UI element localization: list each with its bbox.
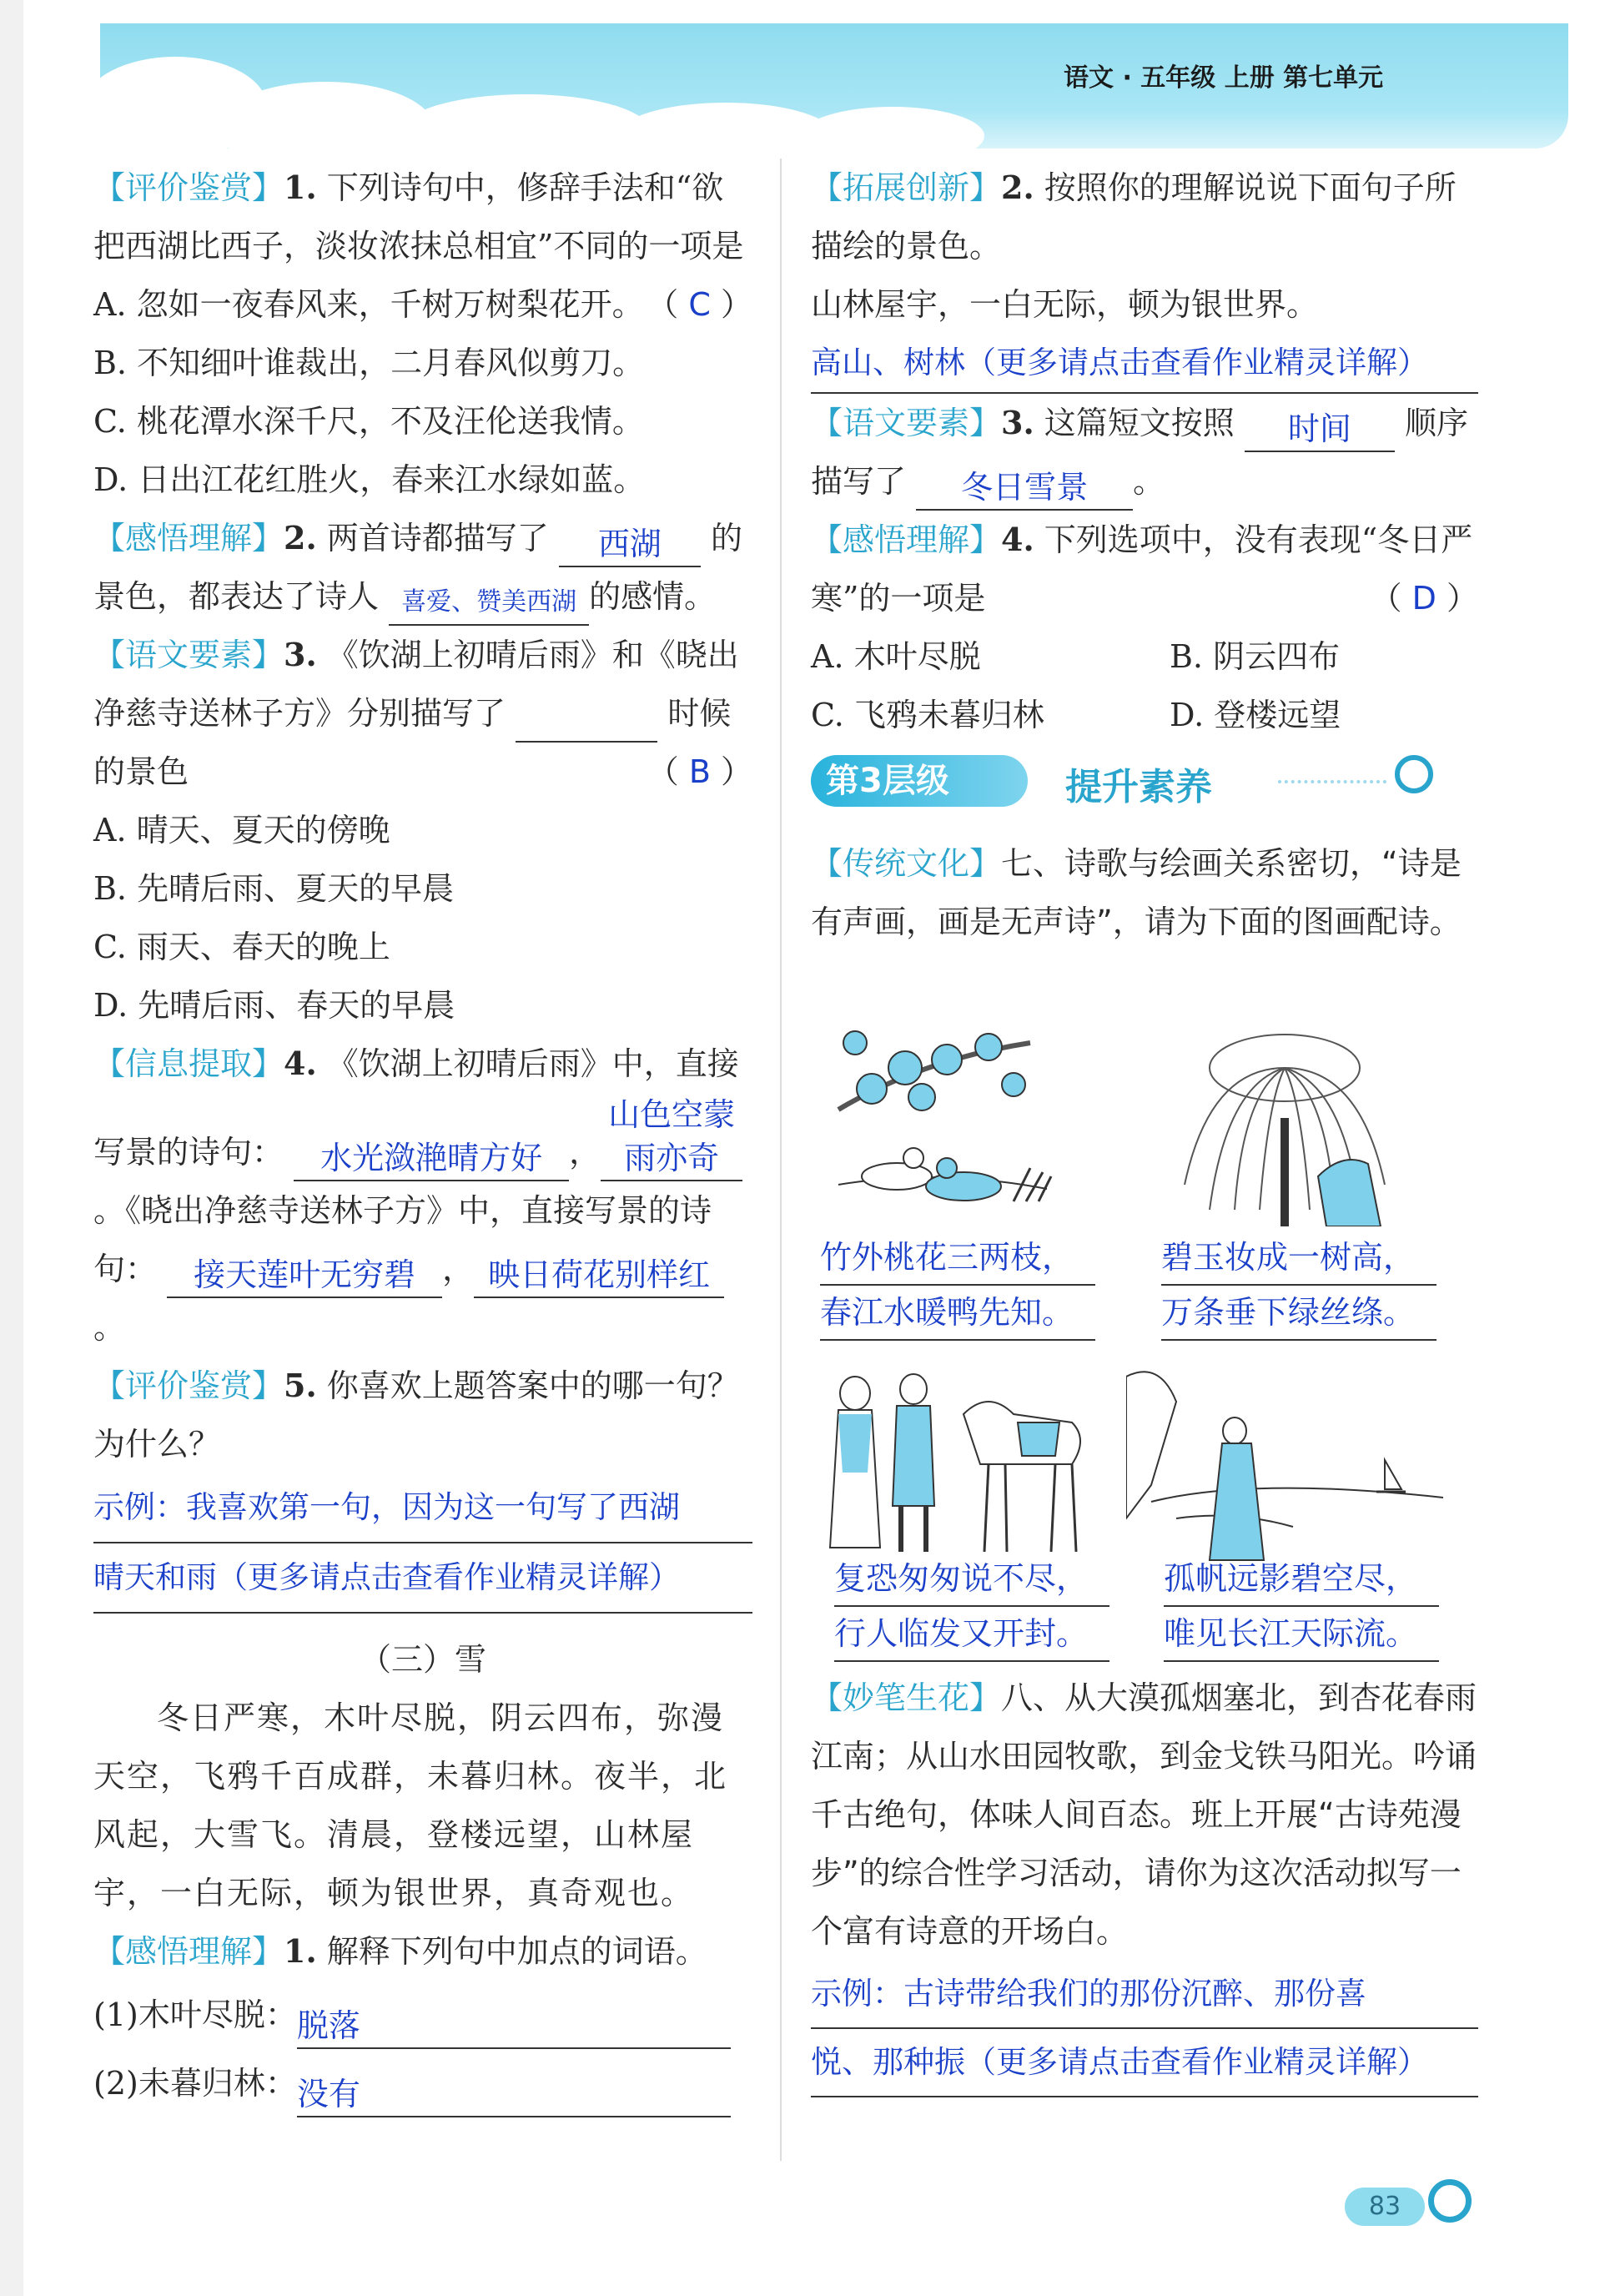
option: B. 不知细叶谁裁出，二月春风似剪刀。 <box>93 345 645 381</box>
question-tag: 【评价鉴赏】 <box>93 1367 284 1404</box>
question-text: 。 <box>93 1309 126 1346</box>
question-text: 《饮湖上初晴后雨》中，直接写景的诗句： <box>93 1045 739 1171</box>
poem-line: 行人临发又开封。 <box>834 1607 1109 1662</box>
question-7 <box>811 834 1478 951</box>
answer-letter: C <box>688 286 711 323</box>
question-tag: 【妙笔生花】 <box>811 1679 1002 1716</box>
question-number: 2. <box>1001 169 1034 206</box>
option: D. 登楼远望 <box>1170 697 1341 733</box>
answer-letter: B <box>688 753 711 790</box>
question-4: 【信息提取】4. 《饮湖上初晴后雨》中，直接写景的诗句： 水光潋滟晴方好 ，山色空蒙雨亦奇。《晓出净慈寺送林子方》中，直接写景的诗句： 接天莲叶无穷碧 ， 映日荷花别样红。 <box>93 1035 752 1357</box>
passage-question-3 <box>811 394 1478 511</box>
question-text: 七、诗歌与绘画关系密切，“诗是有声画，画是无声诗”，请为下面的图画配诗。 <box>811 845 1462 940</box>
question-text: 下列诗句中，修辞手法和“欲把西湖比西子，淡妆浓抹总相宜”不同的一项是 <box>93 169 744 264</box>
cloud-shape <box>801 107 984 165</box>
word-item <box>93 1981 752 2049</box>
answer-blank: 脱落 <box>297 2004 731 2049</box>
poem-2 <box>1161 1231 1436 1341</box>
question-number: 4. <box>1001 521 1034 558</box>
answer-blank: 山色空蒙雨亦奇 <box>601 1093 742 1181</box>
question-1 <box>93 159 752 509</box>
passage-title: （三）雪 <box>359 1641 486 1678</box>
option: B. 先晴后雨、夏天的早晨 <box>93 870 455 907</box>
question-3 <box>93 626 752 1035</box>
question-tag: 【语文要素】 <box>811 405 1002 441</box>
answer-blank: 没有 <box>297 2072 731 2117</box>
answer-choice: （ B ） <box>647 753 752 790</box>
willow-tree-picture <box>1160 1018 1426 1226</box>
question-2 <box>93 509 752 626</box>
swirl-icon <box>1395 755 1433 793</box>
question-number: 2. <box>284 519 317 556</box>
question-text: 。 <box>1133 463 1165 500</box>
answer-blank: 时间 <box>1245 407 1395 452</box>
answer-blank: 西湖 <box>559 522 701 567</box>
column-divider <box>780 159 782 2161</box>
option: B. 阴云四布 <box>1170 638 1341 675</box>
question-number: 5. <box>284 1367 317 1404</box>
answer-line: 悦、那种振（更多请点击查看作业精灵详解） <box>811 2029 1478 2097</box>
option: D. 先晴后雨、春天的早晨 <box>93 987 455 1024</box>
question-tag: 【语文要素】 <box>93 637 284 673</box>
answer-blank: 冬日雪景 <box>916 466 1133 511</box>
question-tag: 【感悟理解】 <box>93 1933 284 1970</box>
answer-choice: （ C ） <box>647 286 752 323</box>
question-tag: 【感悟理解】 <box>93 520 284 556</box>
lone-sail-picture <box>1126 1352 1443 1568</box>
question-text: 顺序描写了 <box>811 405 1468 500</box>
question-number: 1. <box>284 169 317 206</box>
question-tag: 【信息提取】 <box>93 1045 284 1082</box>
swirl-icon <box>1428 2179 1472 2223</box>
question-number: 3. <box>1001 404 1034 441</box>
question-8 <box>811 1669 1478 2097</box>
question-tag: 【拓展创新】 <box>811 169 1002 206</box>
poem-line: 唯见长江天际流。 <box>1164 1607 1439 1662</box>
poem-line: 春江水暖鸭先知。 <box>820 1286 1095 1341</box>
question-text: 的感情。 <box>589 578 717 615</box>
question-text: 《饮湖上初晴后雨》和《晓出净慈寺送林子方》分别描写了 <box>93 637 739 732</box>
quote-text: 山林屋宇，一白无际，顿为银世界。 <box>811 286 1319 323</box>
question-text: 。《晓出净慈寺送林子方》中，直接写景的诗句： <box>93 1192 712 1287</box>
question-text: 的景色，都表达了诗人 <box>93 520 742 615</box>
option: C. 雨天、春天的晚上 <box>93 929 390 965</box>
word-item <box>93 2049 752 2117</box>
answer-blank: 喜爱、赞美西湖 <box>389 581 589 626</box>
poem-line: 竹外桃花三两枝， <box>820 1231 1095 1286</box>
page-edge <box>0 0 23 2296</box>
option: A. 忽如一夜春风来，千树万树梨花开。 <box>93 286 644 323</box>
dotted-line <box>1278 780 1386 783</box>
question-text: 这篇短文按照 <box>1044 405 1235 441</box>
question-text: 按照你的理解说说下面句子所描绘的景色。 <box>811 169 1457 264</box>
passage-question-2 <box>811 159 1478 394</box>
level-subtitle: 提升素养 <box>1065 766 1212 808</box>
answer-choice: （ D ） <box>1370 580 1478 617</box>
question-number: 3. <box>284 636 317 673</box>
answer-line: 晴天和雨（更多请点击查看作业精灵详解） <box>93 1543 752 1614</box>
option: C. 桃花潭水深千尺，不及汪伦送我情。 <box>93 403 644 440</box>
question-tag: 【评价鉴赏】 <box>93 169 284 206</box>
answer-line: 示例：我喜欢第一句，因为这一句写了西湖 <box>93 1473 752 1543</box>
peach-blossom-ducks-picture <box>822 1010 1064 1226</box>
passage-text: 冬日严寒，木叶尽脱，阴云四布，弥漫天空，飞鸦千百成群，未暮归林。夜半，北风起，大雪飞。清晨，登楼远望，山林屋宇，一白无际，顿为银世界，真奇观也。 <box>93 1699 728 1911</box>
level-banner <box>811 747 1445 815</box>
question-tag: 【传统文化】 <box>811 845 1002 882</box>
question-tag: 【感悟理解】 <box>811 521 1002 558</box>
answer-blank: 映日荷花别样红 <box>474 1253 724 1298</box>
question-text: 下列选项中，没有表现“冬日严寒”的一项是 <box>811 521 1473 617</box>
farewell-horse-picture <box>822 1356 1097 1564</box>
answer-line: 高山、树林（更多请点击查看作业精灵详解） <box>811 334 1478 394</box>
page-number: 83 <box>1345 2188 1425 2226</box>
answer-line: 示例：古诗带给我们的那份沉醉、那份喜 <box>811 1961 1478 2029</box>
question-text: 八、从大漠孤烟塞北，到杏花春雨江南；从山水田园牧歌，到金戈铁马阳光。吟诵千古绝句，体味人间百态。班上开展“古诗苑漫步”的综合性学习活动，请你为这次活动拟写一个富有诗意的开场白。 <box>811 1679 1477 1950</box>
question-number: 4. <box>284 1045 317 1082</box>
question-text: 你喜欢上题答案中的哪一句？为什么？ <box>93 1367 739 1463</box>
poem-line: 万条垂下绿丝绦。 <box>1161 1286 1436 1341</box>
options-grid <box>811 627 1478 744</box>
word-label: (2)未暮归林： <box>93 2065 297 2102</box>
right-column <box>811 159 1478 744</box>
passage-question-4 <box>811 511 1478 744</box>
header-title: 语文 · 五年级 上册 第七单元 <box>1064 63 1384 93</box>
word-label: (1)木叶尽脱： <box>93 1996 297 2033</box>
option: A. 木叶尽脱 <box>811 638 981 675</box>
option: D. 日出江花红胜火，春来江水绿如蓝。 <box>93 461 646 498</box>
poem-4 <box>1164 1552 1439 1662</box>
poem-line: 孤帆远影碧空尽， <box>1164 1552 1439 1607</box>
poem-1 <box>820 1231 1095 1341</box>
poem-line: 复恐匆匆说不尽， <box>834 1552 1109 1607</box>
left-column <box>93 159 752 2117</box>
answer-blank: 水光潋滟晴方好 <box>294 1136 569 1181</box>
answer-blank: 接天莲叶无穷碧 <box>167 1253 442 1298</box>
option: A. 晴天、夏天的傍晚 <box>93 812 390 848</box>
level-label: 第3层级 <box>811 755 1028 807</box>
question-text: 解释下列句中加点的词语。 <box>326 1933 707 1970</box>
question-5 <box>93 1357 752 1614</box>
option: C. 飞鸦未暮归林 <box>811 697 1044 733</box>
poem-line: 碧玉妆成一树高， <box>1161 1231 1436 1286</box>
poem-3 <box>834 1552 1109 1662</box>
question-text: 两首诗都描写了 <box>326 520 549 556</box>
passage-question-1 <box>93 1922 752 2117</box>
answer-blank <box>516 697 657 743</box>
question-text: 时候的景色 <box>93 695 732 790</box>
question-number: 1. <box>284 1932 317 1970</box>
answer-letter: D <box>1411 580 1436 617</box>
